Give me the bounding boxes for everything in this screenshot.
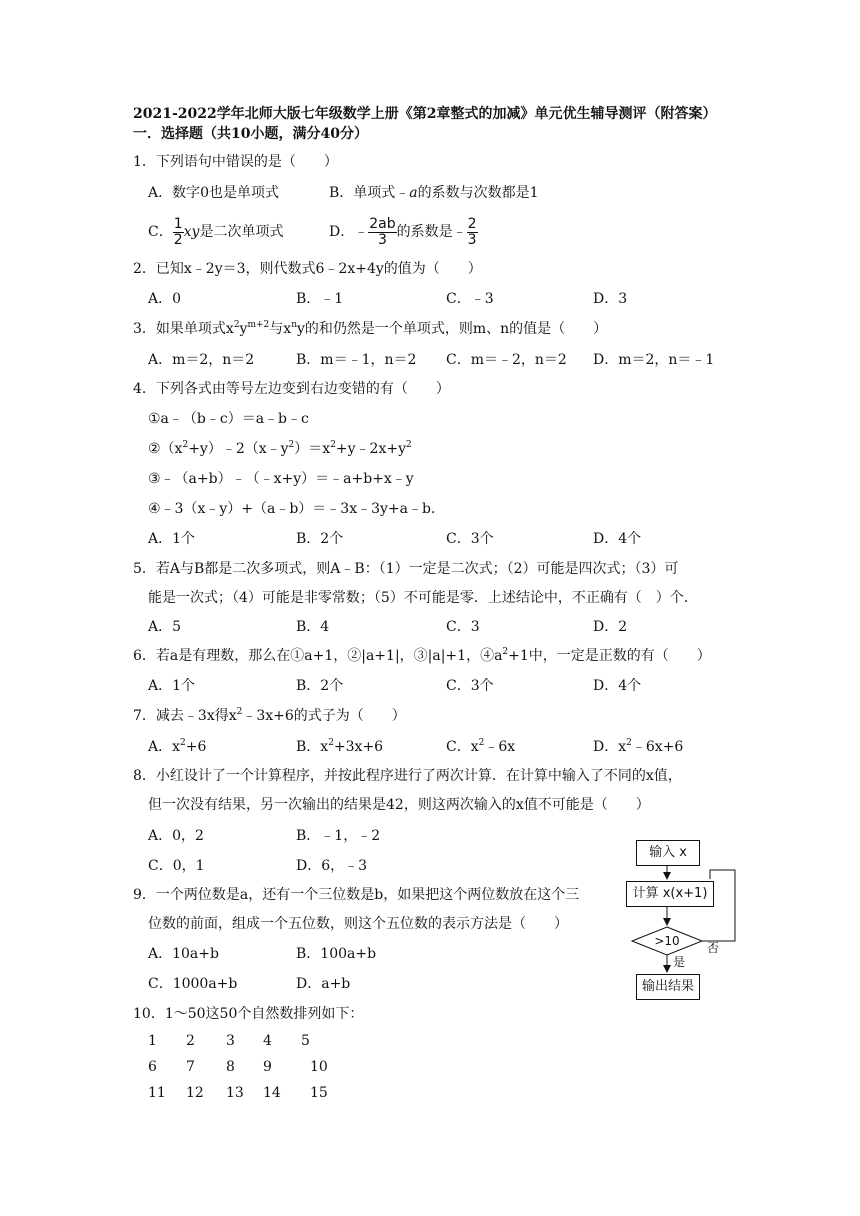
q6-option-c: C．3个 — [446, 678, 494, 694]
q9-option-a: A．10a+b — [148, 946, 219, 962]
q4-stem: 4．下列各式由等号左边变到右边变错的有（ ） — [133, 381, 450, 397]
number-cell: 6 — [148, 1059, 157, 1075]
document-title: 2021-2022学年北师大版七年级数学上册《第2章整式的加减》单元优生辅导测评（附答案） — [133, 106, 717, 122]
flowchart-input-box: 输入 x — [636, 840, 700, 866]
q4-expr-3: ③﹣（a+b）﹣（﹣x+y）＝﹣a+b+x﹣y — [148, 471, 414, 487]
q1-c-var: xy — [183, 224, 200, 240]
q5-line-1: 5．若A与B都是二次多项式，则A﹣B：（1）一定是二次式；（2）可能是四次式；（3）可 — [133, 561, 679, 577]
q6-stem-post: +1中，一定是正数的有（ ） — [508, 648, 711, 664]
q3-sup2: m+2 — [247, 320, 270, 330]
q1-d-mid: 的系数是﹣ — [396, 224, 467, 240]
flowchart-yes-label: 是 — [673, 955, 686, 969]
q4-e2-d: +y﹣2x+y — [335, 441, 407, 457]
q9-option-c: C．1000a+b — [148, 976, 238, 992]
q3-option-c: C．m＝﹣2，n＝2 — [446, 352, 567, 368]
number-cell: 1 — [148, 1033, 157, 1049]
q6-option-a: A．1个 — [148, 678, 196, 694]
number-cell: 4 — [263, 1033, 272, 1049]
q5-line-2: 能是一次式；（4）可能是非零常数；（5）不可能是零．上述结论中，不正确有（ ）个． — [148, 590, 698, 606]
number-cell: 11 — [148, 1085, 166, 1101]
number-cell: 13 — [226, 1085, 244, 1101]
q3-sup1: 2 — [233, 320, 240, 330]
flowchart-no-label: 否 — [707, 941, 720, 955]
q3-sup3: n — [291, 320, 297, 330]
number-cell: 5 — [301, 1033, 310, 1049]
q1-d-numerator2: 2 — [467, 215, 477, 232]
q2-option-d: D．3 — [593, 291, 628, 307]
q7-sup: 2 — [236, 707, 243, 717]
q1-c-denominator: 2 — [173, 231, 183, 248]
q1-d-denominator: 3 — [377, 231, 387, 248]
q7-b-pre: B．x — [296, 739, 329, 755]
q2-option-c: C．﹣3 — [446, 291, 494, 307]
number-cell: 8 — [226, 1059, 235, 1075]
q4-option-d: D．4个 — [593, 531, 642, 547]
number-cell: 12 — [186, 1085, 204, 1101]
q7-b-sup: 2 — [328, 738, 334, 748]
q6-option-b: B．2个 — [296, 678, 344, 694]
q4-option-a: A．1个 — [148, 531, 196, 547]
q3-stem-pre: 3．如果单项式x — [133, 321, 234, 337]
q8-line-2: 但一次没有结果，另一次输出的结果是42，则这两次输入的x值不可能是（ ） — [148, 797, 650, 813]
q8-line-1: 8．小红设计了一个计算程序，并按此程序进行了两次计算．在计算中输入了不同的x值， — [133, 768, 682, 784]
number-cell: 15 — [310, 1085, 328, 1101]
q1-d-text: D．﹣ — [329, 224, 369, 240]
q7-stem-post: ﹣3x+6的式子为（ ） — [242, 708, 406, 724]
q4-e2-sup3: 2 — [330, 440, 336, 450]
q3-stem-mid2: 与x — [269, 321, 292, 337]
q2-stem: 2．已知x﹣2y＝3，则代数式6﹣2x+4y的值为（ ） — [133, 261, 482, 277]
number-cell: 2 — [186, 1033, 195, 1049]
flowchart-compute-box: 计算 x(x+1) — [626, 881, 714, 907]
q2-option-b: B．﹣1 — [296, 291, 344, 307]
q1-b-text: B．单项式﹣ — [329, 185, 410, 201]
q7-c-sup: 2 — [478, 738, 485, 748]
q3-option-b: B．m＝﹣1，n＝2 — [296, 352, 417, 368]
q7-a-pre: A．x — [148, 739, 181, 755]
q6-sup: 2 — [502, 647, 509, 657]
q7-a-sup: 2 — [180, 738, 186, 748]
q5-option-d: D．2 — [593, 619, 628, 635]
q9-line-2: 位数的前面，组成一个五位数，则这个五位数的表示方法是（ ） — [148, 916, 568, 932]
q8-option-c: C．0，1 — [148, 858, 205, 874]
q9-option-b: B．100a+b — [296, 946, 377, 962]
q7-a-post: +6 — [185, 739, 207, 755]
q1-c-numerator: 1 — [173, 215, 183, 232]
q4-e2-sup1: 2 — [182, 440, 189, 450]
section-heading: 一．选择题（共10小题，满分40分） — [133, 126, 368, 142]
number-cell: 9 — [263, 1059, 272, 1075]
q9-option-d: D．a+b — [296, 976, 351, 992]
q7-b-post: +3x+6 — [333, 739, 384, 755]
q4-e2-c: ）＝x — [294, 441, 331, 457]
q4-e2-sup2: 2 — [288, 440, 295, 450]
q7-d-sup: 2 — [626, 738, 632, 748]
number-cell: 3 — [226, 1033, 235, 1049]
q1-c-post: 是二次单项式 — [199, 224, 284, 240]
q4-e2-b: +y）﹣2（x﹣y — [188, 441, 289, 457]
q5-option-a: A．5 — [148, 619, 182, 635]
q1-stem: 1．下列语句中错误的是（ ） — [133, 154, 338, 170]
q7-d-pre: D．x — [593, 739, 627, 755]
number-cell: 10 — [310, 1059, 328, 1075]
q7-c-pre: C．x — [446, 739, 479, 755]
q10-number-row-1 — [148, 1031, 448, 1051]
q9-line-1: 9．一个两位数是a，还有一个三位数是b，如果把这个两位数放在这个三 — [133, 887, 580, 903]
q7-c-post: ﹣6x — [484, 739, 516, 755]
q4-e2-a: ②（x — [148, 441, 183, 457]
q4-option-c: C．3个 — [446, 531, 494, 547]
q1-option-a: A．数字0也是单项式 — [148, 185, 280, 201]
number-cell: 14 — [263, 1085, 281, 1101]
q1-b-var: a — [409, 185, 418, 201]
number-cell: 7 — [186, 1059, 195, 1075]
q3-option-d: D．m＝2，n＝﹣1 — [593, 352, 715, 368]
q8-option-d: D．6，﹣3 — [296, 858, 368, 874]
q4-expr-4: ④﹣3（x﹣y）+（a﹣b）＝﹣3x﹣3y+a﹣b． — [148, 501, 445, 517]
q8-option-b: B．﹣1，﹣2 — [296, 828, 381, 844]
q1-d-numerator: 2ab — [369, 215, 396, 232]
flowchart-condition-label: >10 — [654, 934, 680, 948]
q3-option-a: A．m＝2，n＝2 — [148, 352, 255, 368]
q6-option-d: D．4个 — [593, 678, 642, 694]
q10-number-row-3 — [148, 1083, 448, 1103]
q4-e2-sup4: 2 — [406, 440, 412, 450]
q1-c-text: C． — [148, 224, 173, 240]
q7-d-post: ﹣6x+6 — [631, 739, 684, 755]
q3-stem-mid1: y — [239, 321, 248, 337]
q4-option-b: B．2个 — [296, 531, 344, 547]
q10-stem: 10．1～50这50个自然数排列如下： — [133, 1006, 364, 1022]
q5-option-c: C．3 — [446, 619, 480, 635]
q3-stem-post: y的和仍然是一个单项式，则m、n的值是（ ） — [296, 321, 608, 337]
q1-b-post: 的系数与次数都是1 — [417, 185, 539, 201]
q1-d-denominator2: 3 — [467, 231, 477, 248]
q5-option-b: B．4 — [296, 619, 330, 635]
q10-number-row-2 — [148, 1057, 448, 1077]
q7-stem-pre: 7．减去﹣3x得x — [133, 708, 237, 724]
q2-option-a: A．0 — [148, 291, 182, 307]
q6-stem-pre: 6．若a是有理数，那么在①a+1，②|a+1|，③|a|+1，④a — [133, 648, 503, 664]
q4-expr-1: ①a﹣（b﹣c）＝a﹣b﹣c — [148, 411, 309, 427]
q8-option-a: A．0，2 — [148, 828, 204, 844]
flowchart-output-box: 输出结果 — [636, 974, 700, 1000]
